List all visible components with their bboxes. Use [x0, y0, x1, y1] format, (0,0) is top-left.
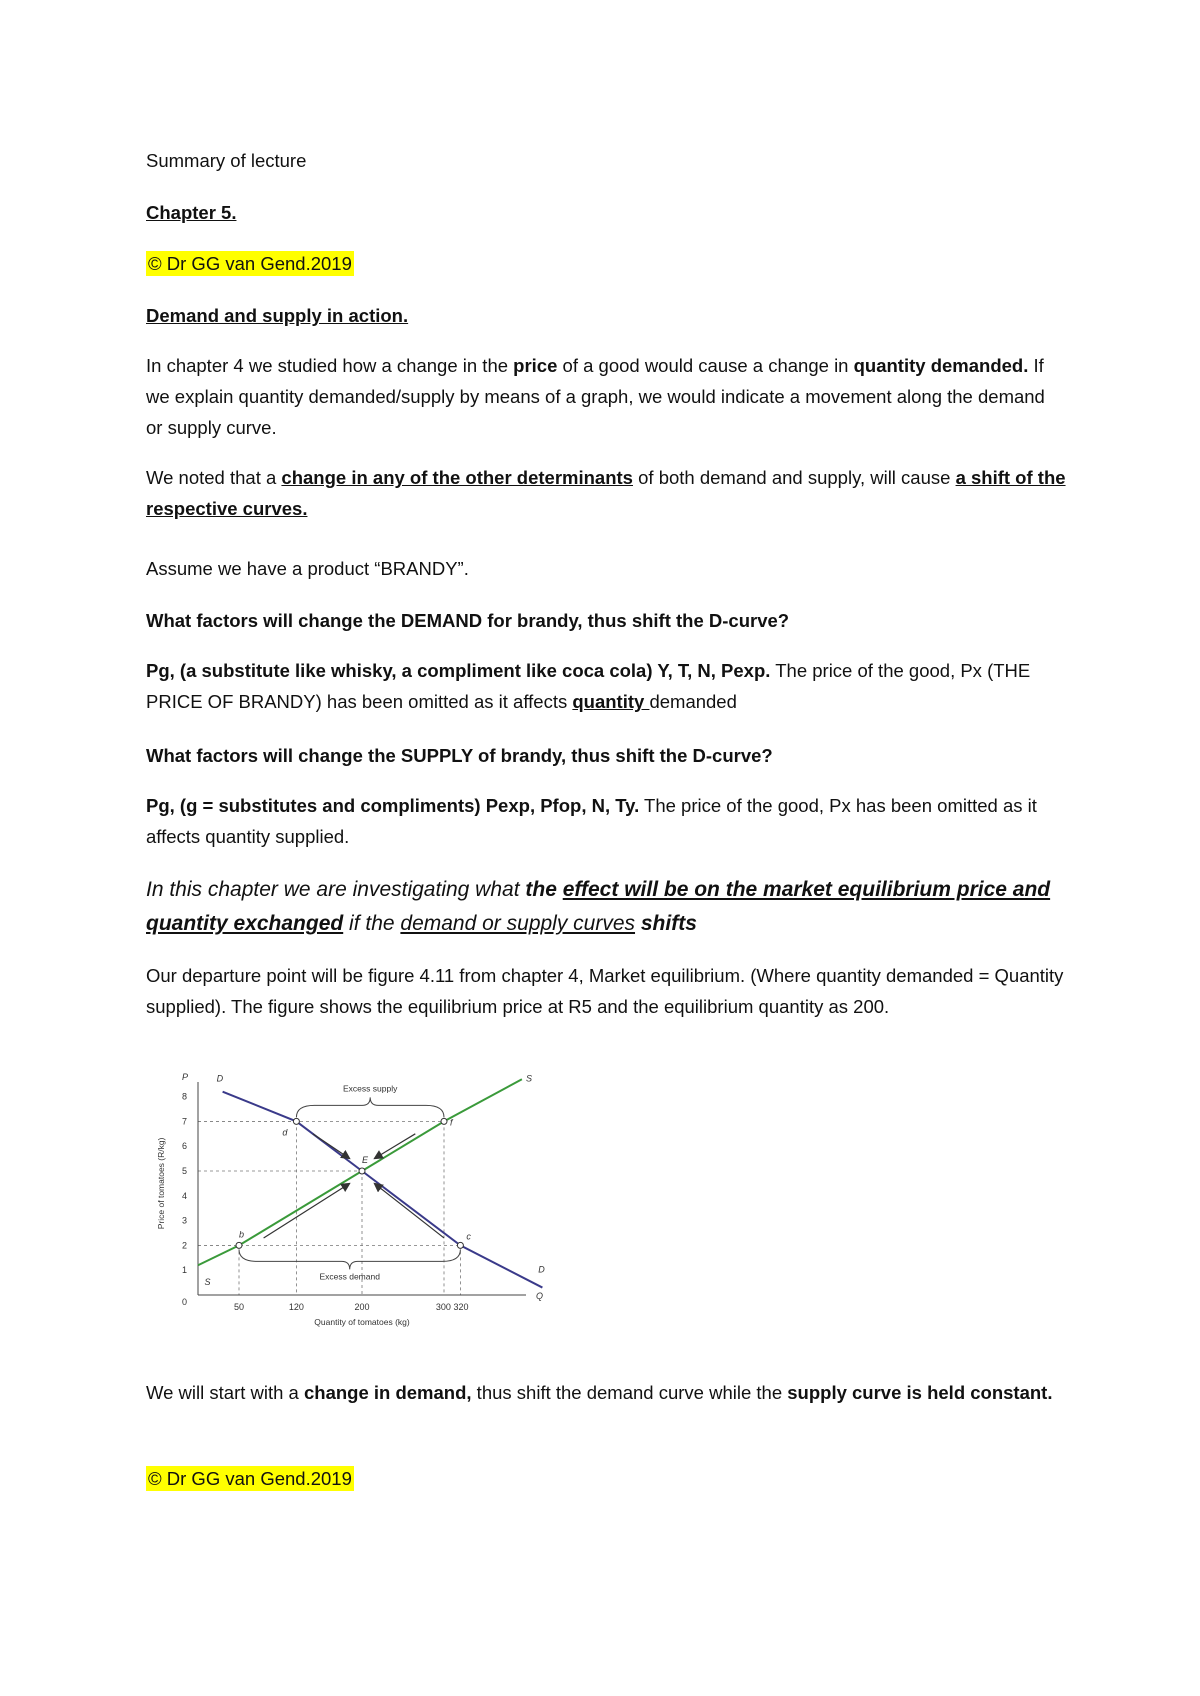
x-tick-label: 200 — [354, 1302, 370, 1312]
y-tick-label: 3 — [182, 1215, 188, 1226]
copyright-text: © Dr GG van Gend.2019 — [148, 253, 352, 274]
y-tick-label: 1 — [182, 1265, 188, 1276]
adjustment-arrow — [313, 1134, 350, 1159]
excess-supply-brace — [296, 1097, 444, 1117]
y-tick-label: 6 — [182, 1141, 188, 1152]
y-tick-label: 8 — [182, 1091, 188, 1102]
adjustment-arrow — [264, 1183, 350, 1238]
x-tick-label: 50 — [233, 1302, 245, 1312]
question-supply: What factors will change the SUPPLY of brandy, thus shift the D-curve? — [146, 745, 773, 766]
x-tick-label: 300 320 — [435, 1302, 469, 1312]
question-demand: What factors will change the DEMAND for brandy, thus shift the D-curve? — [146, 610, 790, 631]
copyright-text: © Dr GG van Gend.2019 — [148, 1468, 352, 1489]
market-equilibrium-chart — [146, 1070, 596, 1350]
paragraph-brandy: Assume we have a product “BRANDY”. — [146, 558, 469, 579]
adjustment-arrow — [374, 1134, 415, 1159]
demand-curve-label: D — [216, 1073, 224, 1084]
chart-series — [198, 1074, 545, 1288]
y-axis-symbol: P — [182, 1072, 189, 1082]
section-heading: Demand and supply in action. — [146, 305, 409, 326]
x-axis-label: Quantity of tomatoes (kg) — [314, 1317, 410, 1327]
paragraph-quantity-demanded: In chapter 4 we studied how a change in the price of a good would cause a change in quantity demanded. If we explain quantity demanded/supply by means of a graph, we would indicate a movement along the demand or supply curve. — [146, 355, 1045, 438]
excess-supply-label: Excess supply — [343, 1083, 398, 1094]
y-tick-label: 5 — [182, 1166, 188, 1176]
y-tick-label: 4 — [182, 1190, 188, 1201]
copyright-notice-bottom — [146, 1463, 1066, 1494]
chart-axes — [156, 1072, 543, 1327]
point-label-E: E — [362, 1155, 369, 1165]
paragraph-chapter-focus: In this chapter we are investigating what the effect will be on the market equilibrium price and quantity exchanged if the demand or supply curves shifts — [146, 878, 1051, 935]
supply-curve-label: S — [526, 1073, 533, 1084]
chapter-heading: Chapter 5. — [146, 202, 237, 223]
paragraph-departure-point: Our departure point will be figure 4.11 from chapter 4, Market equilibrium. (Where quantity demanded = Quantity supplied). The figure shows the equilibrium price at R5 and the equilibrium quantity as 200. — [146, 965, 1064, 1017]
y-tick-label: 7 — [182, 1116, 188, 1127]
point-label-f: f — [450, 1117, 453, 1128]
copyright-notice-top — [146, 248, 1066, 279]
paragraph-determinants: We noted that a change in any of the other determinants of both demand and supply, will cause a shift of the respective curves. — [146, 467, 1066, 519]
chart-points — [236, 1117, 471, 1248]
point-label-c: c — [466, 1231, 471, 1242]
x-axis-symbol: Q — [536, 1291, 544, 1301]
paragraph-change-in-demand: We will start with a change in demand, thus shift the demand curve while the supply curve is held constant. — [146, 1382, 1053, 1403]
demand-curve-label: D — [538, 1264, 545, 1275]
origin-label: 0 — [182, 1297, 188, 1307]
answer-demand: Pg, (a substitute like whisky, a compliment like coca cola) Y, T, N, Pexp. The price of the good, Px (THE PRICE OF BRANDY) has been omitted as it affects quantity demanded — [146, 660, 1031, 712]
point-E — [359, 1168, 365, 1174]
y-tick-label: 2 — [182, 1240, 188, 1251]
chart-annotations — [239, 1083, 460, 1281]
x-tick-label: 120 — [288, 1302, 304, 1312]
excess-demand-label: Excess demand — [319, 1271, 380, 1282]
excess-demand-brace — [239, 1249, 460, 1269]
point-b — [236, 1242, 242, 1248]
point-f — [441, 1118, 447, 1124]
point-label-d: d — [282, 1127, 288, 1138]
answer-supply: Pg, (g = substitutes and compliments) Pexp, Pfop, N, Ty. The price of the good, Px has been omitted as it affects quantity supplied. — [146, 795, 1037, 847]
document-title: Summary of lecture — [146, 150, 307, 171]
point-label-b: b — [239, 1229, 245, 1240]
y-axis-label: Price of tomatoes (R/kg) — [156, 1137, 166, 1230]
point-c — [457, 1242, 463, 1248]
adjustment-arrow — [374, 1183, 444, 1238]
point-d — [293, 1118, 299, 1124]
supply-curve-label: S — [204, 1277, 211, 1288]
